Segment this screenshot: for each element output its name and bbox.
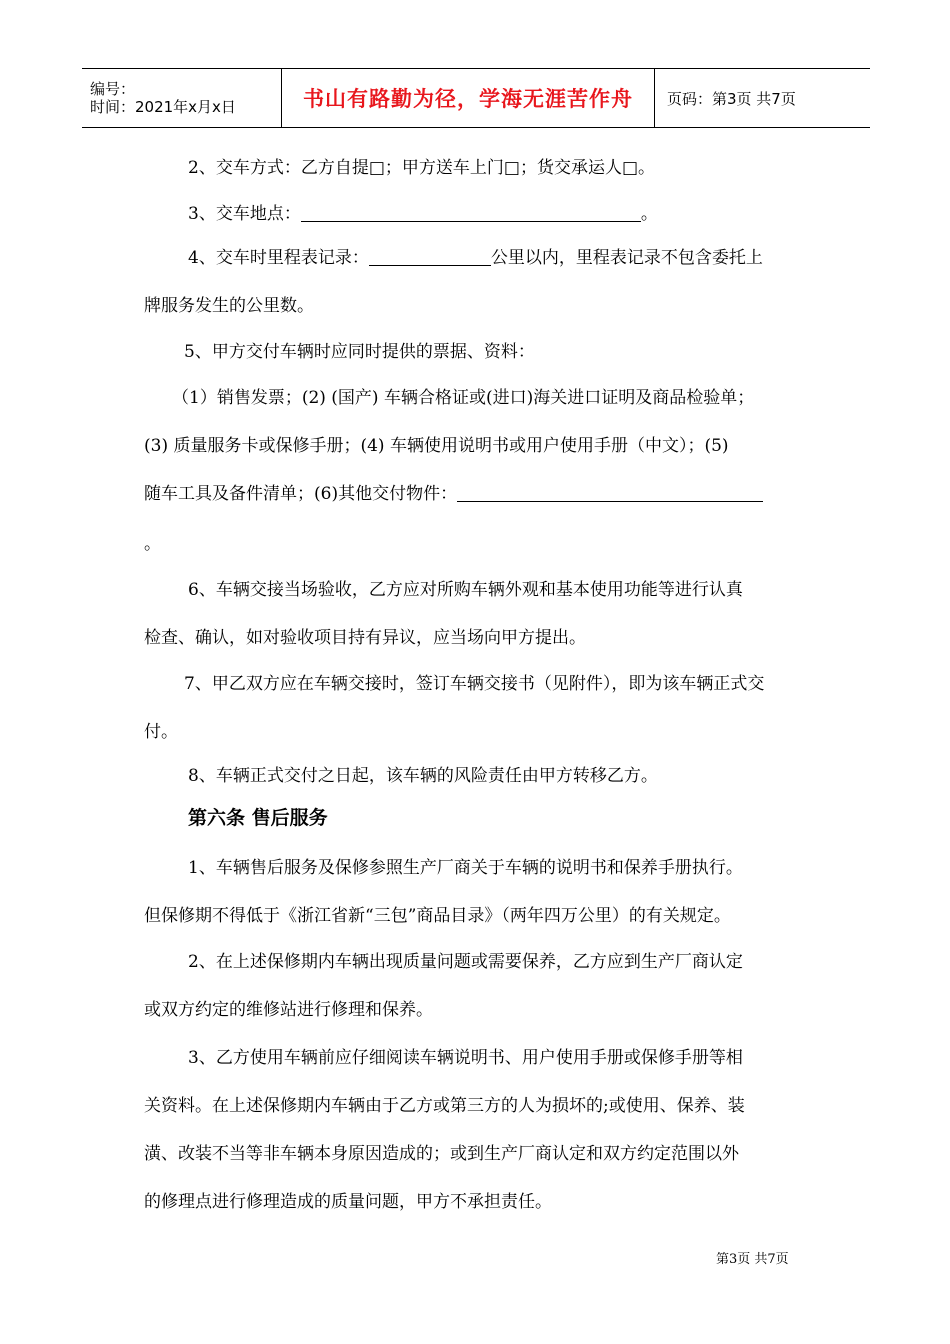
clause-line [144, 482, 808, 506]
clause-line: 5、甲方交付车辆时应同时提供的票据、资料： [184, 342, 535, 362]
document-number: 编号： [90, 80, 136, 98]
clause-line: 付。 [144, 722, 178, 742]
page-header [82, 68, 870, 128]
clause-line: 2、交车方式：乙方自提□；甲方送车上门□；货交承运人□。 [188, 158, 656, 178]
clause-text: 。 [640, 204, 658, 224]
clause-line [144, 246, 852, 270]
fill-blank-odometer[interactable] [369, 247, 491, 266]
page-footer: 第3页 共7页 [716, 1252, 789, 1267]
clause-line: （1）销售发票；(2) (国产) 车辆合格证或(进口)海关进口证明及商品检验单； [172, 388, 755, 408]
clause-line: 检查、确认，如对验收项目持有异议，应当场向甲方提出。 [144, 628, 586, 648]
header-page-info: 页码：第3页 共7页 [667, 89, 796, 108]
header-motto-cell [282, 69, 655, 127]
header-motto: 书山有路勤为径，学海无涯苦作舟 [303, 87, 633, 111]
clause-text: 4、交车时里程表记录： [188, 248, 369, 268]
clause-line: 或双方约定的维修站进行修理和保养。 [144, 1000, 433, 1020]
fill-blank-delivery-location[interactable] [301, 203, 641, 222]
clause-line: (3) 质量服务卡或保修手册；(4) 车辆使用说明书或用户使用手册（中文）；(5) [144, 436, 729, 456]
clause-line: 7、甲乙双方应在车辆交接时，签订车辆交接书（见附件），即为该车辆正式交 [184, 674, 765, 694]
clause-line: 牌服务发生的公里数。 [144, 296, 314, 316]
clause-line: 3、乙方使用车辆前应仔细阅读车辆说明书、用户使用手册或保修手册等相 [188, 1048, 743, 1068]
clause-line: 但保修期不得低于《浙江省新“三包”商品目录》（两年四万公里）的有关规定。 [144, 906, 731, 926]
document-date: 时间：2021年x月x日 [90, 98, 236, 116]
clause-text: 3、交车地点： [188, 204, 301, 224]
clause-line: 的修理点进行修理造成的质量问题，甲方不承担责任。 [144, 1192, 552, 1212]
clause-line: 关资料。在上述保修期内车辆由于乙方或第三方的人为损坏的;或使用、保养、装 [144, 1096, 745, 1116]
header-meta [82, 69, 282, 127]
fill-blank-other-items[interactable] [457, 483, 763, 502]
clause-line: 。 [144, 534, 161, 554]
clause-line: 潢、改装不当等非车辆本身原因造成的；或到生产厂商认定和双方约定范围以外 [144, 1144, 739, 1164]
clause-text: 公里以内，里程表记录不包含委托上 [490, 248, 763, 268]
clause-text: 随车工具及备件清单；(6)其他交付物件： [144, 484, 458, 504]
section-heading: 第六条 售后服务 [188, 807, 328, 829]
clause-line: 8、车辆正式交付之日起，该车辆的风险责任由甲方转移乙方。 [188, 766, 658, 786]
clause-line [144, 202, 852, 226]
clause-line: 6、车辆交接当场验收，乙方应对所购车辆外观和基本使用功能等进行认真 [188, 580, 743, 600]
clause-line: 1、车辆售后服务及保修参照生产厂商关于车辆的说明书和保养手册执行。 [188, 858, 743, 878]
clause-line: 2、在上述保修期内车辆出现质量问题或需要保养，乙方应到生产厂商认定 [188, 952, 743, 972]
